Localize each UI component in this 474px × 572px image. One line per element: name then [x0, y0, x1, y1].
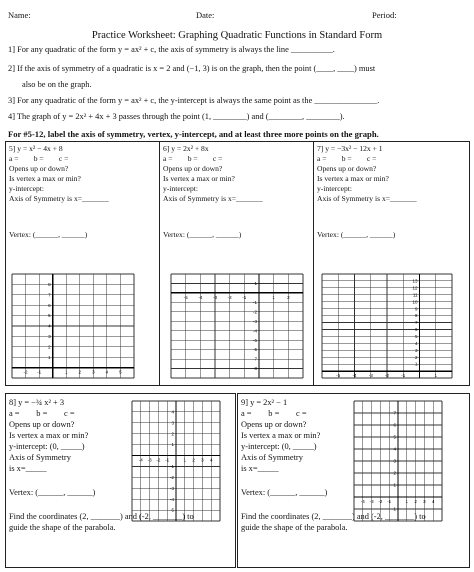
- x-tick-label: -1: [37, 369, 42, 375]
- problem-8-vertex: Vertex: (______, ______): [9, 488, 96, 497]
- x-tick-label: -3: [212, 294, 218, 300]
- y-tick-label: 4: [171, 409, 174, 415]
- x-tick-label: -4: [352, 373, 357, 379]
- y-tick-label: 2: [48, 344, 51, 350]
- y-tick-label: 1: [393, 482, 396, 488]
- problem-8-abc: a = b = c =: [9, 409, 75, 418]
- problem-7-vertex: Vertex: (______, ______): [317, 230, 396, 239]
- x-tick-label: 2: [414, 499, 417, 504]
- y-tick-label: -7: [252, 356, 257, 362]
- y-tick-label: 2: [393, 470, 396, 476]
- problem-6-abc: a = b = c =: [163, 154, 223, 163]
- x-tick-label: 2: [192, 457, 195, 463]
- y-tick-label: 3: [48, 334, 51, 339]
- y-tick-label: -1: [169, 464, 174, 470]
- x-tick-label: -3: [147, 457, 152, 463]
- x-tick-label: -5: [183, 294, 188, 300]
- y-tick-label: 4: [414, 340, 418, 346]
- period-label: Period:: [372, 10, 397, 20]
- y-tick-label: -1: [391, 506, 396, 512]
- coordinate-grid-5: [8, 270, 138, 382]
- problem-6-vertex: Vertex: (______, ______): [163, 230, 242, 239]
- y-tick-label: 1: [414, 361, 418, 367]
- y-tick-label: 9: [414, 306, 418, 312]
- x-tick-label: -4: [198, 294, 203, 300]
- x-tick-label: 1: [183, 457, 187, 463]
- x-tick-label: 2: [78, 369, 82, 375]
- problem-5-axis: Axis of Symmetry is x=_______: [9, 194, 109, 203]
- y-tick-label: 5: [48, 313, 51, 319]
- problem-8-axis1: Axis of Symmetry: [9, 453, 71, 462]
- problem-7-maxmin: Is vertex a max or min?: [317, 174, 389, 183]
- x-tick-label: -1: [165, 457, 170, 463]
- problem-5-abc: a = b = c =: [9, 154, 69, 163]
- problem-8-find1: Find the coordinates (2, _______) and (-2, _______) to: [9, 512, 194, 521]
- x-tick-label: 4: [105, 369, 109, 375]
- problem-5-yint: y-intercept:: [9, 184, 44, 193]
- problem-6-maxmin: Is vertex a max or min?: [163, 174, 235, 183]
- x-tick-label: -3: [368, 373, 373, 379]
- x-tick-label: -2: [227, 294, 232, 300]
- x-tick-label: -2: [378, 499, 383, 504]
- y-tick-label: -5: [252, 337, 257, 343]
- problem-5-equation: 5] y = x² − 4x + 8: [9, 144, 63, 153]
- y-tick-label: 2: [171, 431, 174, 437]
- x-tick-label: -1: [242, 294, 247, 300]
- problem-5-maxmin: Is vertex a max or min?: [9, 174, 81, 183]
- x-tick-label: -1: [387, 499, 392, 504]
- y-tick-label: 11: [412, 292, 418, 298]
- y-tick-label: 3: [393, 458, 396, 464]
- y-tick-label: 4: [393, 446, 396, 452]
- y-tick-label: 5: [393, 434, 396, 440]
- y-tick-label: 13: [412, 278, 418, 284]
- y-tick-label: 6: [48, 302, 51, 308]
- x-tick-label: 5: [119, 369, 122, 375]
- y-tick-label: 6: [414, 327, 418, 333]
- problem-9-open: Opens up or down?: [241, 420, 307, 429]
- y-tick-label: 8: [48, 282, 51, 287]
- y-tick-label: 7: [393, 410, 396, 416]
- problem-8-equation: 8] y = −¾ x² + 3: [9, 398, 65, 407]
- x-tick-label: -1: [401, 373, 406, 379]
- x-tick-label: 1: [64, 369, 68, 375]
- x-tick-label: -4: [138, 457, 143, 463]
- name-label: Name:: [8, 10, 31, 20]
- y-tick-label: 7: [414, 320, 418, 326]
- problem-6-axis: Axis of Symmetry is x=_______: [163, 194, 263, 203]
- problem-9-abc: a = b = c =: [241, 409, 307, 418]
- x-tick-label: -2: [384, 373, 390, 379]
- x-tick-label: 4: [209, 457, 213, 463]
- y-tick-label: 1: [254, 281, 257, 287]
- problem-8-open: Opens up or down?: [9, 420, 75, 429]
- problem-6-open: Opens up or down?: [163, 164, 223, 173]
- problem-7-open: Opens up or down?: [317, 164, 377, 173]
- coordinate-grid-8: [128, 397, 224, 525]
- problem-8-yint: y-intercept: (0, _____): [9, 442, 85, 451]
- problem-5-vertex: Vertex: (______, ______): [9, 230, 88, 239]
- y-tick-label: 1: [171, 442, 174, 448]
- coordinate-grid-7: [318, 270, 456, 382]
- problem-9-axis1: Axis of Symmetry: [241, 453, 303, 462]
- problem-9-find2: guide the shape of the parabola.: [241, 523, 348, 532]
- x-tick-label: -2: [156, 457, 161, 463]
- question-2: 2] If the axis of symmetry of a quadratic is x = 2 and (−1, 3) is on the graph, then the point (____, ____) must: [8, 64, 376, 73]
- y-tick-label: 4: [48, 323, 51, 329]
- x-tick-label: -5: [336, 373, 341, 379]
- y-tick-label: -3: [169, 485, 174, 491]
- x-tick-label: 4: [431, 499, 435, 504]
- x-tick-label: 1: [405, 499, 409, 504]
- problem-5-open: Opens up or down?: [9, 164, 69, 173]
- x-tick-label: -2: [23, 369, 28, 375]
- x-tick-label: 3: [201, 457, 204, 463]
- y-tick-label: -4: [169, 496, 174, 502]
- date-label: Date:: [196, 10, 215, 20]
- problem-6-yint: y-intercept:: [163, 184, 198, 193]
- problem-7-abc: a = b = c =: [317, 154, 377, 163]
- y-tick-label: -4: [252, 328, 257, 334]
- problem-7-axis: Axis of Symmetry is x=_______: [317, 194, 417, 203]
- y-tick-label: 10: [412, 299, 418, 305]
- y-tick-label: -2: [252, 309, 257, 315]
- problem-9-vertex: Vertex: (______, ______): [241, 488, 328, 497]
- y-tick-label: -2: [169, 474, 174, 480]
- x-tick-label: -4: [360, 499, 365, 504]
- problem-8-maxmin: Is vertex a max or min?: [9, 431, 89, 440]
- problem-8-axis2: is x=_____: [9, 464, 47, 473]
- coordinate-grid-9: [350, 397, 446, 525]
- x-tick-label: 3: [92, 369, 95, 375]
- problem-8-find2: guide the shape of the parabola.: [9, 523, 116, 532]
- problem-7-yint: y-intercept:: [317, 184, 352, 193]
- y-tick-label: 3: [171, 420, 174, 426]
- problem-9-equation: 9] y = 2x² − 1: [241, 398, 288, 407]
- problem-9-yint: y-intercept: (0, _____): [241, 442, 317, 451]
- y-tick-label: 5: [414, 334, 418, 339]
- y-tick-label: 2: [414, 354, 418, 360]
- coordinate-grid-6: [167, 270, 307, 382]
- y-tick-label: -1: [252, 299, 257, 305]
- y-tick-label: 12: [412, 285, 418, 291]
- y-tick-label: 7: [48, 292, 51, 298]
- x-tick-label: 1: [434, 373, 438, 379]
- y-tick-label: 3: [414, 347, 418, 353]
- problem-9-axis2: is x=_____: [241, 464, 279, 473]
- x-tick-label: -3: [369, 499, 374, 504]
- question-3: 3] For any quadratic of the form y = ax² + c, the y-intercept is always the same point as the _______________.: [8, 96, 380, 105]
- instructions: For #5-12, label the axis of symmetry, vertex, y-intercept, and at least three more points on the graph.: [8, 129, 379, 139]
- y-tick-label: -5: [169, 507, 174, 513]
- y-tick-label: -3: [252, 318, 257, 324]
- problem-9-find1: Find the coordinates (2, _______) and (-2, _______) to: [241, 512, 426, 521]
- question-2-cont: also be on the graph.: [22, 80, 92, 89]
- x-tick-label: 3: [423, 499, 426, 504]
- y-tick-label: -8: [252, 366, 257, 372]
- question-4: 4] The graph of y = 2x² + 4x + 3 passes through the point (1, ________) and (________, ________).: [8, 112, 345, 121]
- question-1: 1] For any quadratic of the form y = ax² + c, the axis of symmetry is always the line __________.: [8, 45, 335, 54]
- page-title: Practice Worksheet: Graphing Quadratic Functions in Standard Form: [91, 30, 383, 41]
- y-tick-label: 8: [414, 313, 418, 319]
- y-tick-label: 6: [393, 422, 396, 428]
- y-tick-label: 1: [48, 354, 51, 360]
- x-tick-label: 1: [272, 294, 275, 300]
- problem-6-equation: 6] y = 2x² + 8x: [163, 144, 209, 153]
- x-tick-label: 2: [287, 294, 290, 300]
- problem-7-equation: 7] y = −3x² − 12x + 1: [317, 144, 383, 153]
- problem-9-maxmin: Is vertex a max or min?: [241, 431, 321, 440]
- y-tick-label: -6: [252, 347, 257, 353]
